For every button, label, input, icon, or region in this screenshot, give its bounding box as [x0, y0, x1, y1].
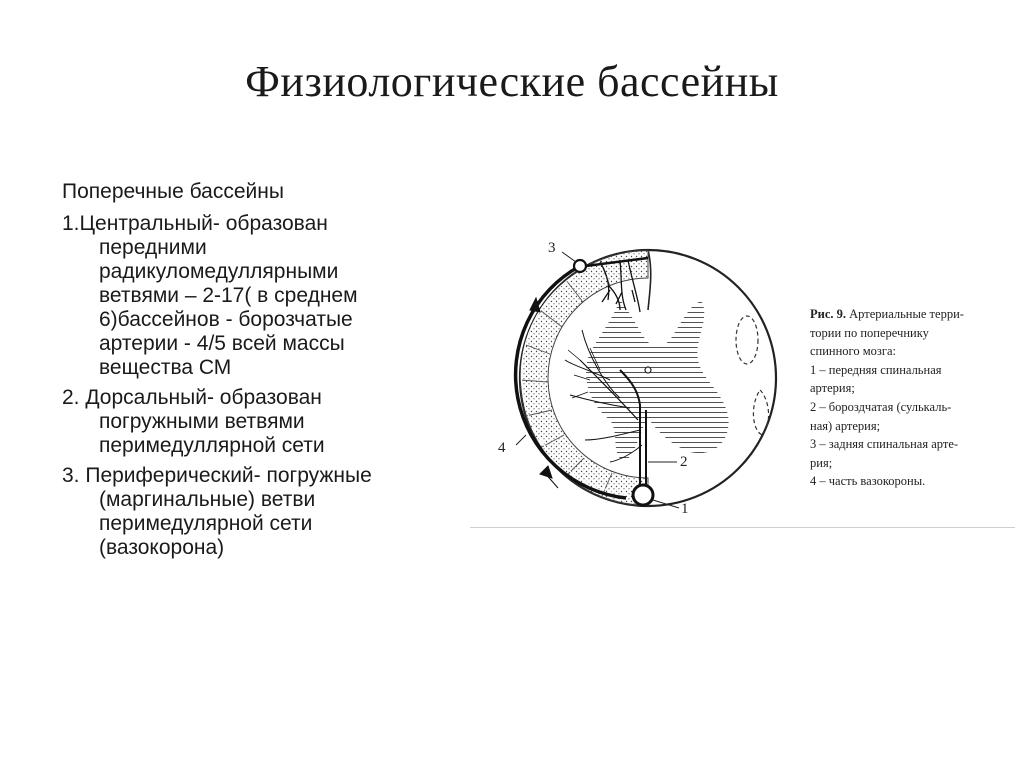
list-item-dorsal: [62, 386, 492, 458]
list-item-first-line: 1.Центральный- образован: [62, 212, 328, 235]
list-item-line: погружными ветвями: [99, 410, 305, 433]
list-item-line: (маргинальные) ветви: [99, 488, 316, 511]
list-item-line: радикуломедуллярными: [99, 260, 339, 283]
caption-line: спинного мозга:: [810, 344, 896, 359]
anterior-spinal-artery: [633, 485, 653, 505]
caption-fig-label: Рис. 9.: [810, 307, 847, 321]
list-item-line: перимедулярной сети: [99, 512, 313, 535]
slide-title: Физиологические бассейны: [245, 57, 779, 106]
list-item-line: артерии - 4/5 всей массы: [99, 332, 345, 355]
list-item-first-line: 3. Периферический- погружные: [62, 464, 372, 487]
label-4: 4: [498, 440, 506, 456]
caption-line: 4 – часть вазокороны.: [810, 474, 926, 489]
body-text: [62, 180, 492, 566]
section-heading: Поперечные бассейны: [62, 180, 284, 203]
list-item-peripheral: [62, 464, 492, 560]
label-3: 3: [548, 240, 556, 256]
list-item-line: вещества СМ: [99, 356, 232, 379]
caption-line: артерия;: [810, 381, 855, 396]
list-item-line: 6)бассейнов - борозчатые: [99, 308, 353, 331]
list-item-line: передними: [99, 236, 207, 259]
caption-line: 2 – бороздчатая (сулькаль-: [810, 399, 952, 414]
caption-line: Артериальные терри-: [849, 307, 964, 321]
caption-line: тории по поперечнику: [810, 325, 929, 340]
list-item-central: [62, 212, 492, 380]
caption-line-1: [810, 305, 1010, 324]
label-2: 2: [680, 454, 688, 470]
list-item-line: ветвями – 2-17( в среднем: [99, 284, 358, 307]
label-1: 1: [681, 501, 689, 517]
list-item-line: (вазокорона): [99, 536, 225, 559]
figure-divider: [470, 527, 1015, 528]
caption-line: рия;: [810, 455, 833, 470]
list-item-first-line: 2. Дорсальный- образован: [62, 386, 322, 409]
caption-line: 3 – задняя спинальная арте-: [810, 437, 959, 452]
list-item-line: перимедуллярной сети: [99, 434, 325, 457]
caption-line: 1 – передняя спинальная: [810, 362, 942, 377]
central-canal: [645, 367, 651, 373]
figure-caption: [810, 305, 1010, 491]
caption-line: ная) артерия;: [810, 418, 881, 433]
